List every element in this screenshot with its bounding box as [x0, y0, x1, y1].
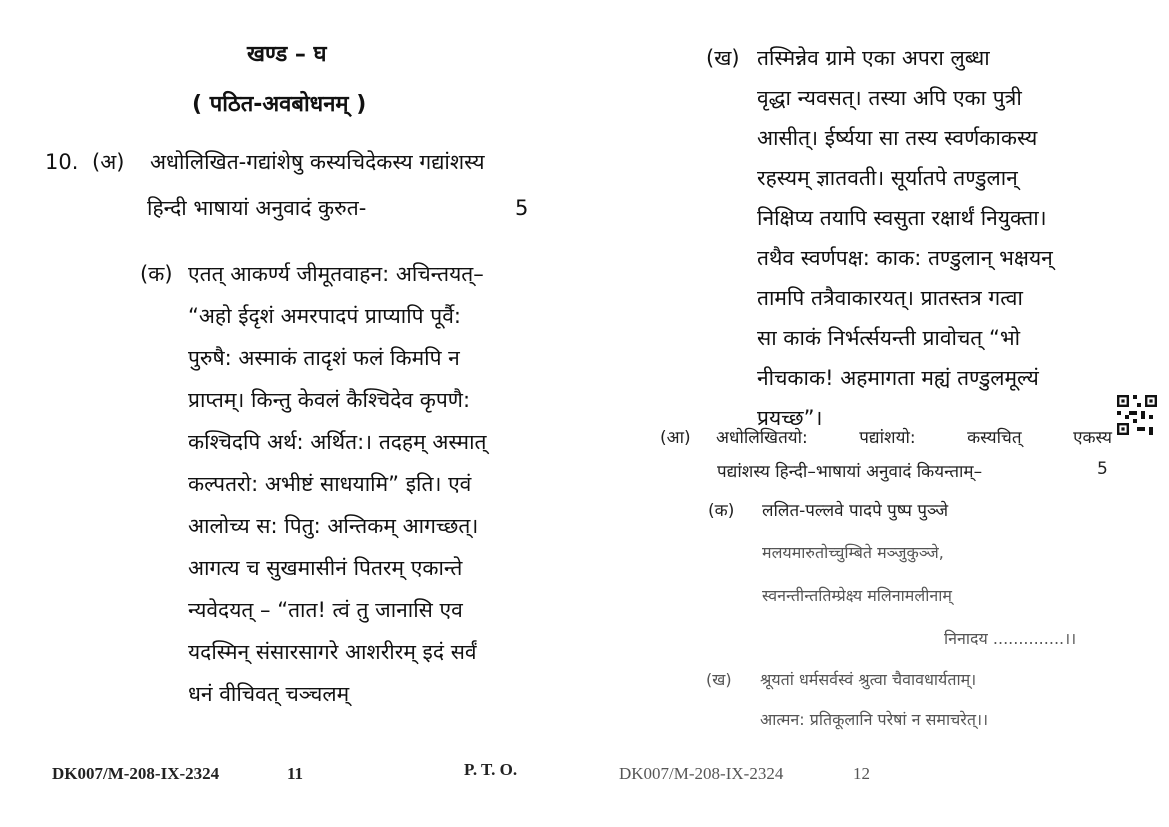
passage-line: निक्षिप्य तयापि स्वसुता रक्षार्थं नियुक्ता। — [757, 206, 1047, 230]
passage-line: आगत्य च सुखमासीनं पितरम् एकान्ते — [188, 556, 463, 580]
footer-page-left: 11 — [287, 764, 304, 783]
passage-kha-label: (ख) — [706, 46, 740, 70]
passage-line: कश्चिदपि अर्थ: अर्थित:। तदहम् अस्मात् — [188, 430, 487, 454]
question-10a-instruction-line2: हिन्दी भाषायां अनुवादं कुरुत- — [147, 196, 367, 220]
passage-line: तामपि तत्रैवाकारयत्। प्रातस्तत्र गत्वा — [757, 286, 1023, 310]
passage-line: न्यवेदयत् – “तात! त्वं तु जानासि एव — [188, 598, 463, 622]
poem-line: श्रूयतां धर्मसर्वस्वं श्रुत्वा चैवावधार्यताम्। — [760, 670, 977, 689]
passage-line: तथैव स्वर्णपक्ष: काक: तण्डुलान् भक्षयन् — [757, 246, 1053, 270]
passage-line: प्रयच्छ”। — [757, 406, 823, 430]
question-aa-instruction — [716, 425, 1112, 448]
passage-line: वृद्धा न्यवसत्। तस्या अपि एका पुत्री — [757, 86, 1022, 110]
passage-line: सा काकं निर्भर्त्सयन्ती प्रावोचत् “भो — [757, 326, 1021, 350]
question-number: 10. — [45, 150, 79, 174]
question-10a-marks: 5 — [515, 196, 529, 220]
passage-line: तस्मिन्नेव ग्रामे एका अपरा लुब्धा — [757, 46, 990, 70]
footer-page-right: 12 — [853, 764, 870, 783]
section-title: खण्ड – घ — [247, 42, 327, 67]
passage-line: आलोच्य स: पितु: अन्तिकम् आगच्छत्। — [188, 514, 479, 538]
instruction-word: अधोलिखितयो: — [716, 428, 808, 448]
instruction-word: एकस्य — [1073, 428, 1112, 448]
passage-line: नीचकाक! अहमागता मह्यं तण्डुलमूल्यं — [757, 366, 1039, 390]
poem-line: आत्मन: प्रतिकूलानि परेषां न समाचरेत्।। — [760, 710, 989, 729]
passage-line: रहस्यम् ज्ञातवती। सूर्यातपे तण्डुलान् — [757, 166, 1018, 190]
poem-ka-label: (क) — [708, 501, 735, 521]
qr-code-icon — [1117, 395, 1157, 435]
question-10a-instruction: अधोलिखित-गद्यांशेषु कस्यचिदेकस्य गद्यांशस्य — [150, 150, 485, 174]
poem-line: स्वनन्तीन्ततिम्प्रेक्ष्य मलिनामलीनाम् — [762, 586, 952, 605]
instruction-word: पद्यांशयो: — [859, 428, 916, 448]
passage-line: पुरुषै: अस्माकं तादृशं फलं किमपि न — [188, 346, 460, 370]
passage-line: कल्पतरो: अभीष्टं साधयामि” इति। एवं — [188, 472, 472, 496]
footer-code-left: DK007/M-208-IX-2324 — [52, 764, 220, 783]
poem-line: निनादय ..............।। — [944, 629, 1077, 648]
passage-line: धनं वीचिवत् चञ्चलम् — [188, 682, 350, 706]
poem-line: ललित-पल्लवे पादपे पुष्प पुञ्जे — [762, 501, 949, 521]
passage-line: “अहो ईदृशं अमरपादपं प्राप्यापि पूर्वै: — [188, 304, 461, 328]
passage-line: यदस्मिन् संसारसागरे आशरीरम् इदं सर्वं — [188, 640, 477, 664]
question-aa-instruction-line2: पद्यांशस्य हिन्दी–भाषायां अनुवादं कियन्ताम्– — [717, 462, 983, 482]
question-10a-label: (अ) — [92, 150, 125, 174]
passage-line: प्राप्तम्। किन्तु केवलं कैश्चिदेव कृपणै: — [188, 388, 471, 412]
passage-ka-label: (क) — [140, 262, 173, 286]
section-subtitle: ( पठित-अवबोधनम् ) — [192, 92, 367, 117]
footer-code-right: DK007/M-208-IX-2324 — [619, 764, 784, 783]
question-aa-marks: 5 — [1097, 459, 1108, 479]
question-aa-label: (आ) — [660, 428, 691, 448]
passage-line: एतत् आकर्ण्य जीमूतवाहन: अचिन्तयत्– — [188, 262, 484, 286]
poem-line: मलयमारुतोच्चुम्बिते मञ्जुकुञ्जे, — [762, 543, 944, 562]
instruction-word: कस्यचित् — [967, 428, 1022, 448]
footer-pto: P. T. O. — [464, 760, 518, 779]
poem-kha-label: (ख) — [706, 670, 732, 689]
passage-line: आसीत्। ईर्ष्यया सा तस्य स्वर्णकाकस्य — [757, 126, 1038, 150]
